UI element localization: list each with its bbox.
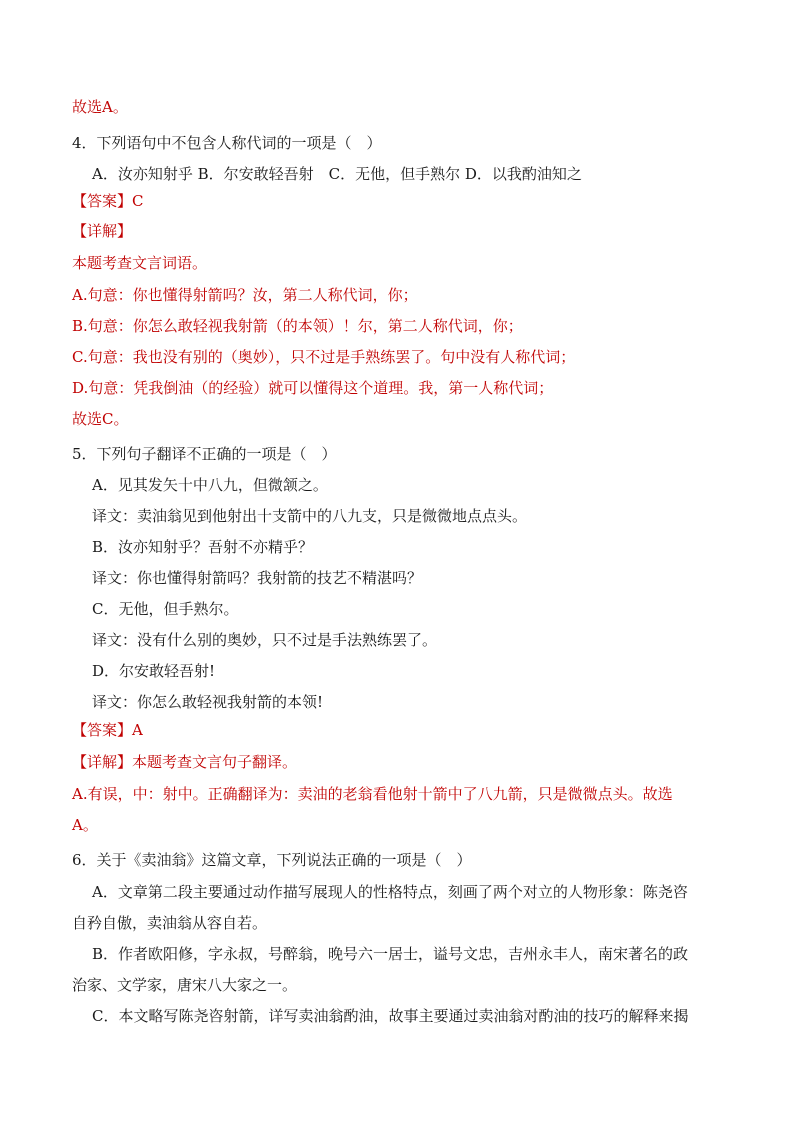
q4-explanation-d: D.句意：凭我倒油（的经验）就可以懂得这个道理。我，第一人称代词； bbox=[72, 379, 554, 397]
detail-text: 本题考查文言句子翻译。 bbox=[132, 753, 298, 771]
q5-explanation-line1: A.有误，中：射中。正确翻译为：卖油的老翁看他射十箭中了八九箭，只是微微点头。故选 bbox=[72, 785, 673, 803]
q5-answer bbox=[72, 720, 143, 740]
q4-explanation-b: B.句意：你怎么敢轻视我射箭（的本领）！尔，第二人称代词，你； bbox=[72, 317, 523, 335]
q6-option-c-1: C．本文略写陈尧咨射箭，详写卖油翁酌油，故事主要通过卖油翁对酌油的技巧的解释来揭 bbox=[92, 1007, 689, 1025]
q5-option-c: C．无他，但手熟尔。 bbox=[92, 600, 239, 618]
answer-tag: 【答案】 bbox=[72, 721, 133, 739]
q5-detail bbox=[72, 752, 297, 772]
answer-value: A bbox=[132, 721, 143, 739]
q4-explanation-c: C.句意：我也没有别的（奥妙），只不过是手熟练罢了。句中没有人称代词； bbox=[72, 348, 576, 366]
q5-translation-c: 译文：没有什么别的奥妙，只不过是手法熟练罢了。 bbox=[92, 631, 438, 649]
q6-option-b-1: B．作者欧阳修，字永叔，号醉翁，晚号六一居士，谥号文忠，吉州永丰人，南宋著名的政 bbox=[92, 945, 689, 963]
q5-translation-d: 译文：你怎么敢轻视我射箭的本领! bbox=[92, 693, 324, 711]
detail-tag: 【详解】 bbox=[72, 753, 133, 771]
q6-option-a-1: A．文章第二段主要通过动作描写展现人的性格特点，刻画了两个对立的人物形象：陈尧咨 bbox=[92, 883, 688, 901]
q5-option-d: D．尔安敢轻吾射! bbox=[92, 662, 216, 680]
answer-tag: 【答案】 bbox=[72, 192, 133, 210]
q3-conclusion: 故选A。 bbox=[72, 98, 128, 116]
q4-intro: 本题考查文言词语。 bbox=[72, 254, 208, 272]
q6-option-b-2: 治家、文学家，唐宋八大家之一。 bbox=[72, 976, 298, 994]
q5-option-b: B．汝亦知射乎？吾射不亦精乎？ bbox=[92, 538, 314, 556]
q6-question: 6．关于《卖油翁》这篇文章，下列说法正确的一项是（ ） bbox=[72, 851, 472, 869]
q6-option-a-2: 自矜自傲，卖油翁从容自若。 bbox=[72, 914, 268, 932]
q5-explanation-line2: A。 bbox=[72, 816, 98, 834]
answer-value: C bbox=[132, 192, 144, 210]
q4-options: A．汝亦知射乎 B．尔安敢轻吾射 C．无他，但手熟尔 D．以我酌油知之 bbox=[92, 165, 582, 183]
q4-explanation-a: A.句意：你也懂得射箭吗？汝，第二人称代词，你； bbox=[72, 286, 418, 304]
q5-translation-a: 译文：卖油翁见到他射出十支箭中的八九支，只是微微地点点头。 bbox=[92, 507, 528, 525]
q4-detail-tag: 【详解】 bbox=[72, 222, 133, 240]
q4-question: 4．下列语句中不包含人称代词的一项是（ ） bbox=[72, 134, 382, 152]
q5-translation-b: 译文：你也懂得射箭吗？我射箭的技艺不精湛吗？ bbox=[92, 569, 423, 587]
q5-question: 5．下列句子翻译不正确的一项是（ ） bbox=[72, 445, 337, 463]
q4-answer bbox=[72, 191, 144, 211]
q5-option-a: A．见其发矢十中八九，但微颔之。 bbox=[92, 476, 328, 494]
q4-conclusion: 故选C。 bbox=[72, 410, 129, 428]
